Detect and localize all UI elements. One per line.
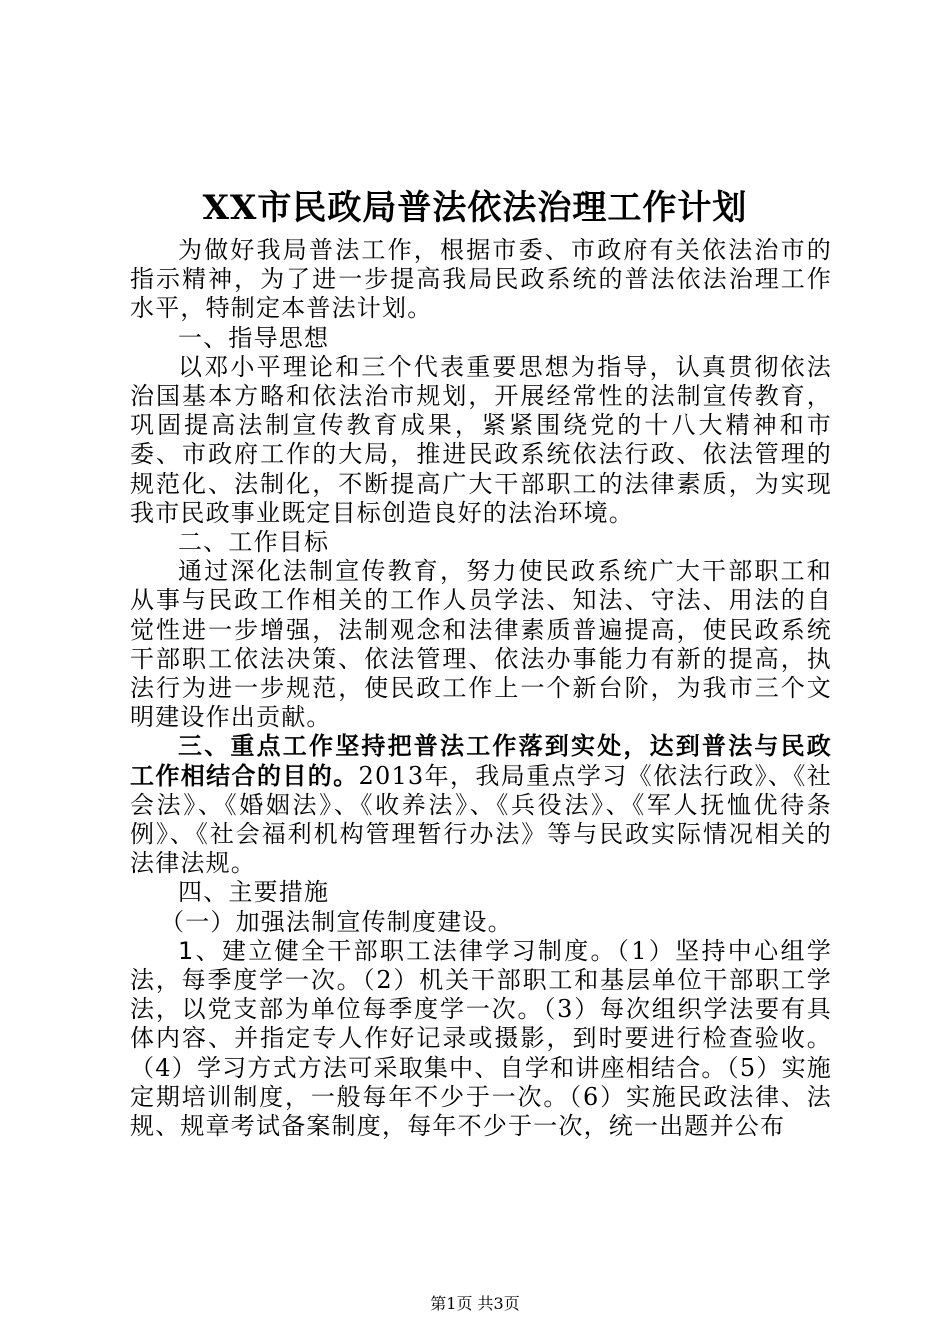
section-paragraph-key-work [130,732,832,878]
section-heading-work-goals: 二、工作目标 [178,528,330,557]
intro-paragraph: 为做好我局普法工作，根据市委、市政府有关依法治市的指示精神，为了进一步提高我局民政系统的普法依法治理工作水平，特制定本普法计划。 [130,236,832,323]
section-heading-guiding-thought: 一、指导思想 [178,323,330,352]
key-work-text: 2013年，我局重点学习《依法行政》、《社会法》、《婚姻法》、《收养法》、《兵役法》、《军人抚恤优待条例》、《社会福利机构管理暂行办法》等与民政实际情况相关的法律法规。 [130,761,832,878]
section-heading-main-measures: 四、主要措施 [178,878,330,907]
section-heading-key-work: 三、重点工作坚持把普法工作落到实处，达到普法与民政工作相结合的目的。 [130,732,832,790]
item-text-study-system: （1）坚持中心组学法，每季度学一次。（2）机关干部职工和基层单位干部职工学法，以党支部为单位每季度学一次。（3）每次组织学法要有具体内容、并指定专人作好记录或摄影，到时要进行检查验收。（4）学习方式方法可采取集中、自学和讲座相结合。（5）实施定期培训制度，一般每年不少于一次。（6）实施民政法律、法规、规章考试备案制度，每年不少于一次，统一出题并公布 [130,936,832,1141]
item-paragraph-study-system [130,937,832,1141]
document-title: XX市民政局普法依法治理工作计划 [202,188,748,228]
page-footer: 第1页 共3页 [430,1294,520,1313]
document-body [130,236,832,1141]
section-paragraph-work-goals: 通过深化法制宣传教育，努力使民政系统广大干部职工和从事与民政工作相关的工作人员学法、知法、守法、用法的自觉性进一步增强，法制观念和法律素质普遍提高，使民政系统干部职工依法决策、依法管理、依法办事能力有新的提高，执法行为进一步规范，使民政工作上一个新台阶，为我市三个文明建设作出贡献。 [130,557,832,732]
section-paragraph-guiding-thought: 以邓小平理论和三个代表重要思想为指导，认真贯彻依法治国基本方略和依法治市规划，开展经常性的法制宣传教育，巩固提高法制宣传教育成果，紧紧围绕党的十八大精神和市委、市政府工作的大局，推进民政系统依法行政、依法管理的规范化、法制化，不断提高广大干部职工的法律素质，为实现我市民政事业既定目标创造良好的法治环境。 [130,352,832,527]
subsection-heading-legal-publicity: （一）加强法制宣传制度建设。 [160,907,513,936]
item-heading-study-system: 1、建立健全干部职工法律学习制度。 [178,936,617,965]
